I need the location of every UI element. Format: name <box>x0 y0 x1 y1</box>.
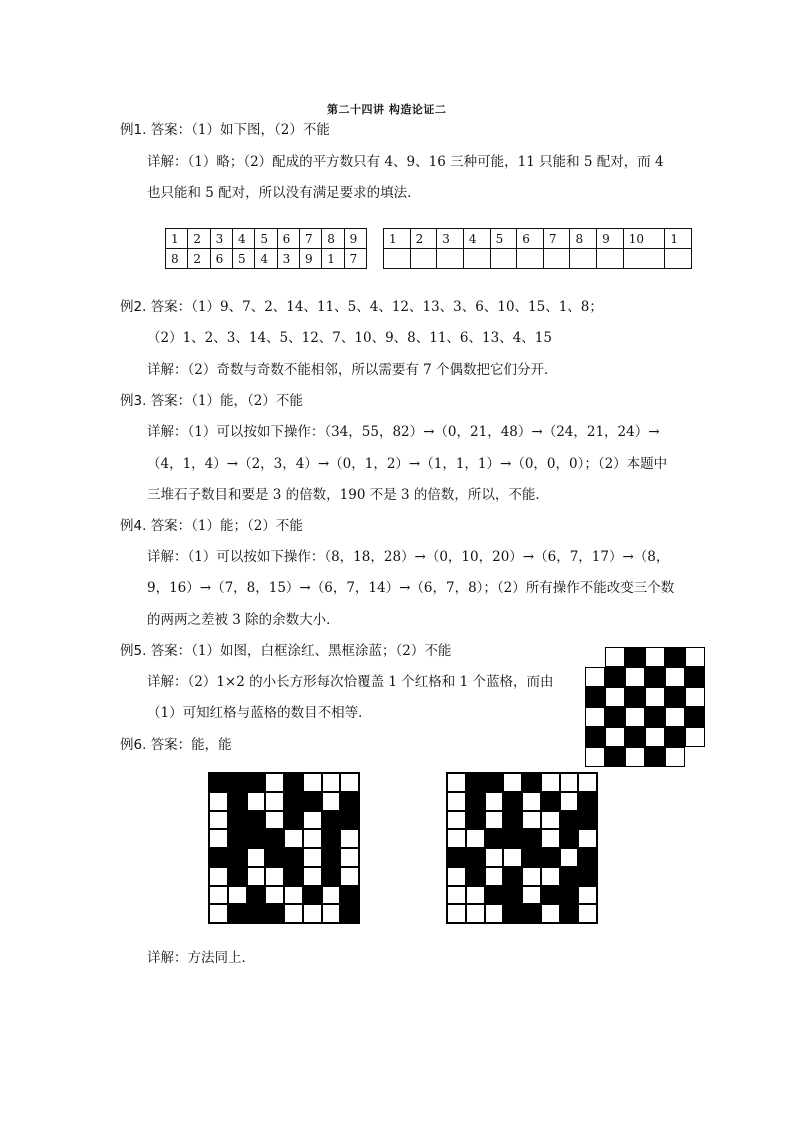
ex4-answer-line <box>120 518 303 534</box>
grid-cell <box>503 867 522 886</box>
grid-cell <box>303 904 322 923</box>
grid-cell <box>303 773 322 792</box>
ex3-answer-line <box>120 393 303 409</box>
grid-cell <box>228 829 247 848</box>
grid-cell <box>522 811 541 830</box>
grid-cell <box>541 829 560 848</box>
grid-cell <box>685 707 705 727</box>
grid-cell <box>503 886 522 905</box>
grid-cell <box>485 886 504 905</box>
grid-cell <box>625 747 645 767</box>
grid-cell <box>322 829 341 848</box>
grid-cell <box>560 792 579 811</box>
grid-cell <box>209 848 228 867</box>
grid-cell <box>447 811 466 830</box>
ex5-detail-2: （1）可知红格与蓝格的数目不相等． <box>147 705 372 721</box>
ex4-label: 例4. <box>120 518 147 534</box>
grid-cell <box>322 811 341 830</box>
grid-cell <box>485 848 504 867</box>
table-cell: 2 <box>188 229 210 249</box>
table-cell: 2 <box>410 229 437 249</box>
grid-cell <box>665 707 685 727</box>
grid-cell <box>265 886 284 905</box>
grid-cell <box>560 886 579 905</box>
ex5-label: 例5. <box>120 643 147 659</box>
grid-cell <box>466 792 485 811</box>
grid-cell <box>685 747 705 767</box>
table-cell: 3 <box>437 229 464 249</box>
grid-cell <box>447 886 466 905</box>
grid-cell <box>340 829 359 848</box>
grid-cell <box>560 829 579 848</box>
grid-cell <box>340 792 359 811</box>
grid-cell <box>303 811 322 830</box>
grid-cell <box>578 904 597 923</box>
table-cell <box>437 249 464 269</box>
grid-cell <box>645 707 665 727</box>
table-cell: 5 <box>255 229 277 249</box>
grid-cell <box>322 904 341 923</box>
grid-cell <box>340 773 359 792</box>
table-cell: 1 <box>166 229 188 249</box>
grid-cell <box>605 727 625 747</box>
ex1-label: 例1. <box>120 122 147 138</box>
grid-cell <box>578 792 597 811</box>
grid-cell <box>685 667 705 687</box>
table-cell: 3 <box>277 249 299 269</box>
grid-cell <box>665 647 685 667</box>
table-cell: 1 <box>665 229 692 249</box>
grid-cell <box>578 811 597 830</box>
ex2-answer: 答案：（1）9、7、2、14、11、5、4、12、13、3、6、10、15、1、8； <box>150 299 603 315</box>
grid-cell <box>284 904 303 923</box>
table-cell <box>517 249 544 269</box>
grid-cell <box>578 886 597 905</box>
grid-cell <box>605 687 625 707</box>
table-cell <box>570 249 597 269</box>
grid-cell <box>685 647 705 667</box>
grid-cell <box>228 848 247 867</box>
grid-cell <box>322 848 341 867</box>
grid-cell <box>522 848 541 867</box>
grid-cell <box>485 867 504 886</box>
grid-cell <box>228 867 247 886</box>
grid-cell <box>209 829 228 848</box>
grid-cell <box>485 904 504 923</box>
grid-cell <box>585 707 605 727</box>
table-cell: 8 <box>322 229 344 249</box>
grid-cell <box>585 667 605 687</box>
ex2-answer-line <box>120 299 603 315</box>
grid-cell <box>265 792 284 811</box>
grid-cell <box>605 647 625 667</box>
grid-cell <box>625 727 645 747</box>
grid-cell <box>322 886 341 905</box>
grid-cell <box>560 773 579 792</box>
grid-cell <box>578 829 597 848</box>
grid-cell <box>485 773 504 792</box>
ex1-detail-1: 详解：（1）略；（2）配成的平方数只有 4、9、16 三种可能，11 只能和 5 配对，而 4 <box>147 154 664 170</box>
table-cell: 4 <box>255 249 277 269</box>
grid-cell <box>522 792 541 811</box>
grid-cell <box>303 829 322 848</box>
grid-cell <box>541 886 560 905</box>
grid-cell <box>585 727 605 747</box>
grid-cell <box>665 687 685 707</box>
grid-cell <box>209 867 228 886</box>
grid-cell <box>247 792 266 811</box>
grid-cell <box>625 687 645 707</box>
ex2-detail: 详解：（2）奇数与奇数不能相邻，所以需要有 7 个偶数把它们分开． <box>147 362 558 378</box>
grid-cell <box>541 773 560 792</box>
table-cell: 6 <box>277 229 299 249</box>
grid-cell <box>447 792 466 811</box>
table-cell <box>490 249 517 269</box>
grid-cell <box>209 811 228 830</box>
grid-cell <box>247 811 266 830</box>
grid-cell <box>265 904 284 923</box>
grid-cell <box>560 811 579 830</box>
table-cell: 4 <box>463 229 490 249</box>
grid-cell <box>503 848 522 867</box>
grid-cell <box>625 647 645 667</box>
ex6-detail: 详解：方法同上． <box>147 950 255 966</box>
grid-cell <box>447 848 466 867</box>
grid-cell <box>645 647 665 667</box>
table-cell: 10 <box>623 229 665 249</box>
ex6-grid-right <box>446 772 598 924</box>
grid-cell <box>322 867 341 886</box>
table-cell: 2 <box>188 249 210 269</box>
grid-cell <box>247 848 266 867</box>
grid-cell <box>247 867 266 886</box>
table-cell: 7 <box>299 229 321 249</box>
ex6-answer: 答案：能，能 <box>150 737 232 753</box>
grid-cell <box>541 867 560 886</box>
grid-cell <box>247 904 266 923</box>
ex4-detail-2: 9，16）→（7，8，15）→（6，7，14）→（6，7，8）；（2）所有操作不能改变三个数 <box>147 580 675 596</box>
grid-cell <box>303 792 322 811</box>
table-cell <box>623 249 665 269</box>
grid-cell <box>322 792 341 811</box>
table-row <box>166 249 367 269</box>
grid-cell <box>605 667 625 687</box>
grid-cell <box>645 747 665 767</box>
table-cell: 1 <box>322 249 344 269</box>
grid-cell <box>466 829 485 848</box>
grid-cell <box>247 829 266 848</box>
ex6-label: 例6. <box>120 737 147 753</box>
grid-cell <box>625 667 645 687</box>
table-row <box>166 229 367 249</box>
grid-cell <box>284 848 303 867</box>
grid-cell <box>585 747 605 767</box>
ex3-label: 例3. <box>120 393 147 409</box>
grid-cell <box>340 904 359 923</box>
grid-cell <box>645 667 665 687</box>
grid-cell <box>303 848 322 867</box>
grid-cell <box>209 773 228 792</box>
grid-cell <box>247 886 266 905</box>
ex6-answer-line <box>120 737 232 753</box>
ex4-answer: 答案：（1）能；（2）不能 <box>150 518 303 534</box>
table-cell: 3 <box>210 229 232 249</box>
grid-cell <box>340 811 359 830</box>
page-title: 第二十四讲 构造论证二 <box>327 103 447 116</box>
grid-cell <box>209 904 228 923</box>
grid-cell <box>265 811 284 830</box>
grid-cell <box>560 867 579 886</box>
grid-cell <box>522 867 541 886</box>
grid-cell <box>209 886 228 905</box>
grid-cell <box>585 647 605 667</box>
table-cell: 7 <box>543 229 570 249</box>
grid-cell <box>228 886 247 905</box>
grid-cell <box>541 848 560 867</box>
table-cell: 6 <box>210 249 232 269</box>
grid-cell <box>284 792 303 811</box>
grid-cell <box>503 904 522 923</box>
ex2-label: 例2. <box>120 299 147 315</box>
grid-cell <box>340 886 359 905</box>
grid-cell <box>265 773 284 792</box>
ex1-table-left <box>165 228 367 269</box>
grid-cell <box>284 886 303 905</box>
table-cell <box>597 249 624 269</box>
grid-cell <box>322 773 341 792</box>
grid-cell <box>228 811 247 830</box>
grid-cell <box>447 829 466 848</box>
grid-cell <box>522 904 541 923</box>
grid-cell <box>284 867 303 886</box>
table-cell: 5 <box>232 249 254 269</box>
grid-cell <box>578 848 597 867</box>
grid-cell <box>503 773 522 792</box>
table-cell <box>543 249 570 269</box>
grid-cell <box>645 687 665 707</box>
grid-cell <box>466 811 485 830</box>
table-cell: 4 <box>232 229 254 249</box>
grid-cell <box>466 848 485 867</box>
grid-cell <box>447 867 466 886</box>
ex4-detail-3: 的两两之差被 3 除的余数大小． <box>147 612 340 628</box>
grid-cell <box>228 773 247 792</box>
ex1-table-right <box>383 228 692 269</box>
grid-cell <box>578 773 597 792</box>
grid-cell <box>447 773 466 792</box>
grid-cell <box>228 904 247 923</box>
ex2-line-2: （2）1、2、3、14、5、12、7、10、9、8、11、6、13、4、15 <box>147 330 552 346</box>
grid-cell <box>284 811 303 830</box>
ex3-answer: 答案：（1）能，（2）不能 <box>150 393 303 409</box>
grid-cell <box>247 773 266 792</box>
ex3-detail-3: 三堆石子数目和要是 3 的倍数，190 不是 3 的倍数，所以，不能． <box>147 487 549 503</box>
grid-cell <box>503 811 522 830</box>
grid-cell <box>340 848 359 867</box>
ex1-answer: 答案：（1）如下图，（2）不能 <box>150 122 330 138</box>
ex1-answer-line <box>120 122 330 138</box>
grid-cell <box>541 792 560 811</box>
grid-cell <box>522 886 541 905</box>
grid-cell <box>209 792 228 811</box>
grid-cell <box>340 867 359 886</box>
grid-cell <box>303 886 322 905</box>
grid-cell <box>585 687 605 707</box>
table-row <box>384 249 692 269</box>
grid-cell <box>485 811 504 830</box>
grid-cell <box>265 848 284 867</box>
table-cell: 9 <box>344 229 366 249</box>
grid-cell <box>665 667 685 687</box>
grid-cell <box>605 707 625 727</box>
grid-cell <box>466 904 485 923</box>
grid-cell <box>447 904 466 923</box>
grid-cell <box>665 747 685 767</box>
table-cell: 7 <box>344 249 366 269</box>
ex5-checker-grid <box>585 647 705 767</box>
ex3-detail-1: 详解：（1）可以按如下操作：（34，55，82）→（0，21，48）→（24，21，24）→ <box>147 424 660 440</box>
grid-cell <box>466 867 485 886</box>
grid-cell <box>685 727 705 747</box>
table-row <box>384 229 692 249</box>
grid-cell <box>560 848 579 867</box>
grid-cell <box>265 829 284 848</box>
table-cell <box>463 249 490 269</box>
ex4-detail-1: 详解：（1）可以按如下操作：（8，18，28）→（0，10，20）→（6，7，17）→（8， <box>147 549 670 565</box>
grid-cell <box>284 829 303 848</box>
grid-cell <box>625 707 645 727</box>
grid-cell <box>466 773 485 792</box>
table-cell: 8 <box>570 229 597 249</box>
grid-cell <box>665 727 685 747</box>
table-cell: 6 <box>517 229 544 249</box>
grid-cell <box>228 792 247 811</box>
grid-cell <box>503 792 522 811</box>
table-cell: 1 <box>384 229 411 249</box>
ex5-answer-line <box>120 643 451 659</box>
table-cell <box>665 249 692 269</box>
grid-cell <box>265 867 284 886</box>
grid-cell <box>605 747 625 767</box>
ex1-detail-2: 也只能和 5 配对，所以没有满足要求的填法． <box>147 185 421 201</box>
grid-cell <box>560 904 579 923</box>
table-cell <box>384 249 411 269</box>
grid-cell <box>284 773 303 792</box>
grid-cell <box>485 792 504 811</box>
grid-cell <box>645 727 665 747</box>
ex3-detail-2: （4，1，4）→（2，3，4）→（0，1，2）→（1，1，1）→（0，0，0）；（2）本题中 <box>147 456 668 472</box>
grid-cell <box>522 829 541 848</box>
grid-cell <box>466 886 485 905</box>
ex6-grid-left <box>208 772 360 924</box>
table-cell: 8 <box>166 249 188 269</box>
grid-cell <box>685 687 705 707</box>
grid-cell <box>578 867 597 886</box>
table-cell: 5 <box>490 229 517 249</box>
grid-cell <box>522 773 541 792</box>
grid-cell <box>541 904 560 923</box>
grid-cell <box>503 829 522 848</box>
table-cell: 9 <box>299 249 321 269</box>
table-cell: 9 <box>597 229 624 249</box>
grid-cell <box>541 811 560 830</box>
grid-cell <box>485 829 504 848</box>
ex5-answer: 答案：（1）如图，白框涂红、黑框涂蓝；（2）不能 <box>150 643 452 659</box>
grid-cell <box>303 867 322 886</box>
ex5-detail-1: 详解：（2）1×2 的小长方形每次恰覆盖 1 个红格和 1 个蓝格，而由 <box>147 674 554 690</box>
table-cell <box>410 249 437 269</box>
